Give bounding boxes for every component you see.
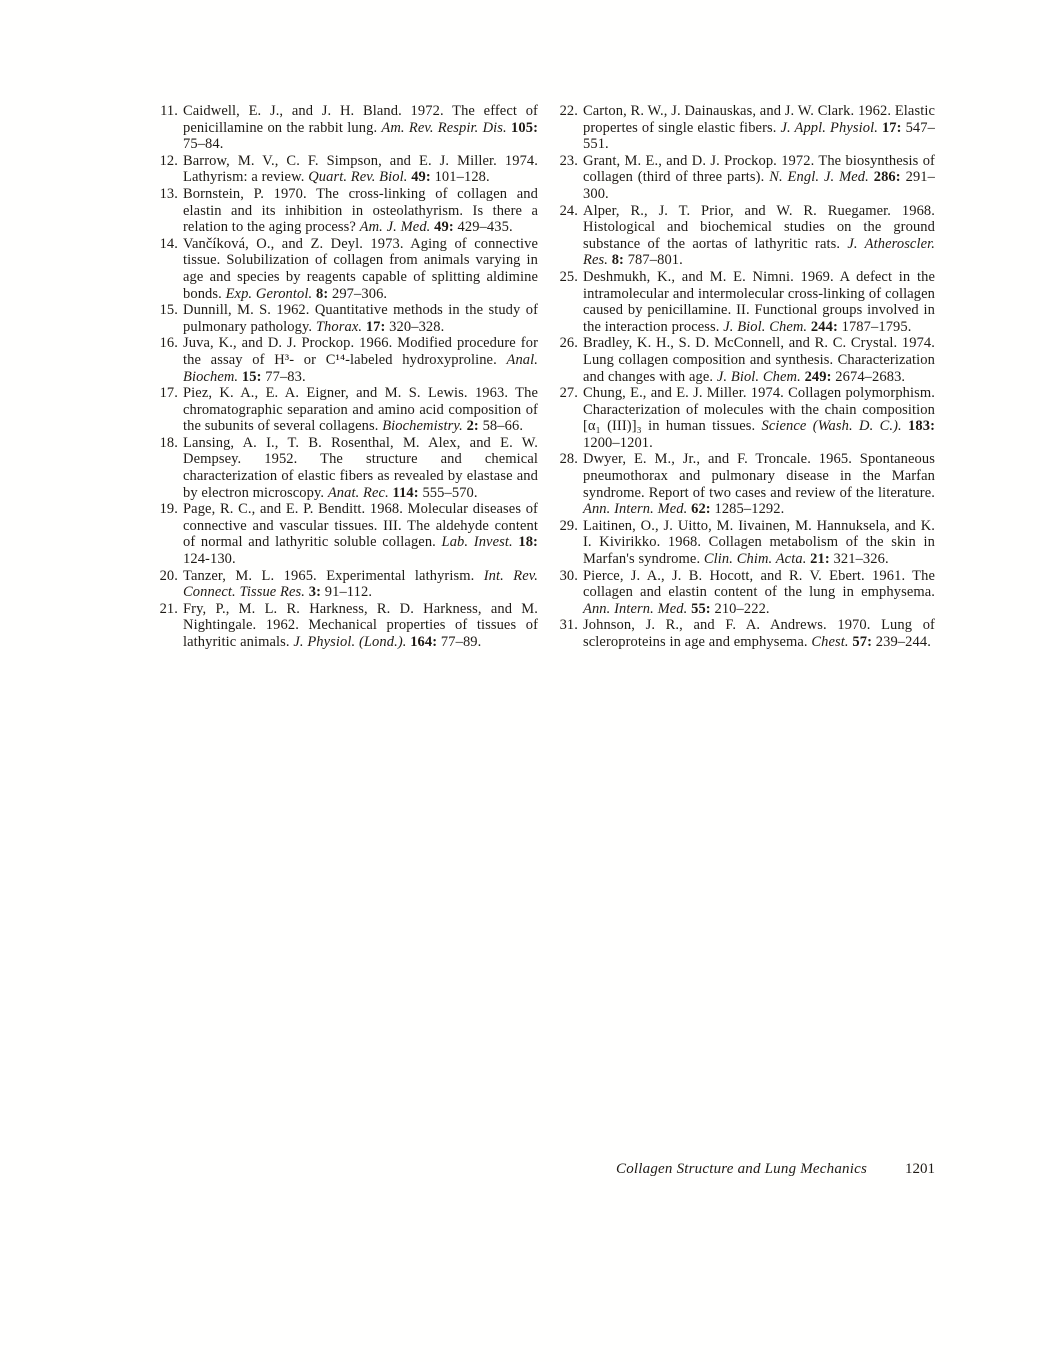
journal-name: Thorax. bbox=[315, 318, 366, 335]
reference-number: 22. bbox=[559, 103, 578, 119]
reference-text: Fry, P., M. L. R. Harkness, R. D. Harkness, and M. Nightingale. 1962. Mechanical properties of tissues of lathyritic animals. bbox=[183, 600, 538, 650]
journal-name: Chest. bbox=[811, 634, 853, 650]
journal-name: Science (Wash. D. C.). bbox=[761, 418, 909, 435]
reference-text: Lansing, A. I., T. B. Rosenthal, M. Alex, and E. W. Dempsey. 1952. The structure and chemical characterization of elastic fibers as revealed by elastase and by electron microscopy. bbox=[183, 434, 538, 501]
reference-entry bbox=[155, 103, 538, 153]
reference-number: 15. bbox=[159, 302, 178, 319]
journal-name: J. Appl. Physiol. bbox=[780, 119, 882, 136]
journal-name: Anal. Biochem. bbox=[183, 351, 538, 385]
reference-number: 23. bbox=[559, 152, 578, 169]
reference-entry bbox=[155, 236, 538, 302]
reference-text: Dunnill, M. S. 1962. Quantitative methods in the study of pulmonary pathology. bbox=[183, 302, 538, 335]
reference-text: 787–801. bbox=[623, 252, 683, 269]
page-number: 1201 bbox=[905, 1161, 935, 1177]
reference-text: 2674–2683. bbox=[831, 368, 906, 385]
reference-number: 11. bbox=[160, 103, 178, 119]
reference-text: Page, R. C., and E. P. Benditt. 1968. Molecular diseases of connective and vascular tissues. III. The aldehyde content of normal and lathyritic soluble collagen. bbox=[183, 501, 538, 551]
journal-name: Ann. Intern. Med. bbox=[583, 501, 692, 518]
reference-entry bbox=[155, 601, 538, 651]
reference-entry bbox=[555, 568, 935, 618]
reference-text: Pierce, J. A., J. B. Hocott, and R. V. Ebert. 1961. The collagen and elastin content of the lung in emphysema. bbox=[583, 567, 935, 601]
journal-name: J. Physiol. (Lond.). bbox=[293, 634, 411, 650]
reference-text: 547–551. bbox=[583, 119, 935, 153]
journal-name: Clin. Chim. Acta. bbox=[703, 551, 811, 568]
reference-entry bbox=[555, 153, 935, 203]
journal-name: Lab. Invest. bbox=[441, 534, 519, 551]
reference-entry bbox=[555, 269, 935, 335]
reference-text: Dwyer, E. M., Jr., and F. Troncale. 1965. Spontaneous pneumothorax and pulmonary disease in the Marfan syndrome. Report of two cases and review of the literature. bbox=[583, 451, 935, 501]
volume-number: 114: bbox=[392, 484, 419, 501]
references-column-left bbox=[155, 103, 538, 651]
reference-number: 17. bbox=[159, 385, 178, 402]
reference-text: 124-130. bbox=[183, 551, 236, 568]
reference-text: 239–244. bbox=[872, 634, 931, 650]
reference-text: 297–306. bbox=[328, 285, 388, 302]
reference-text: 58–66. bbox=[478, 418, 524, 435]
reference-entry bbox=[155, 385, 538, 435]
reference-entry bbox=[155, 186, 538, 236]
reference-number: 29. bbox=[559, 517, 578, 534]
reference-text: Bradley, K. H., S. D. McConnell, and R. C. Crystal. 1974. Lung collagen composition and synthesis. Characterization and changes with age. bbox=[583, 335, 935, 385]
volume-number: 8: bbox=[611, 252, 624, 269]
reference-text: 429–435. bbox=[453, 219, 513, 236]
reference-entry bbox=[555, 451, 935, 517]
reference-text: Tanzer, M. L. 1965. Experimental lathyrism. bbox=[183, 567, 484, 584]
reference-text: 1200–1201. bbox=[583, 434, 653, 451]
reference-text: 321–326. bbox=[829, 551, 889, 568]
volume-number: 17: bbox=[365, 318, 386, 335]
reference-text: Carton, R. W., J. Dainauskas, and J. W. Clark. 1962. Elastic propertes of single elastic fibers. bbox=[583, 103, 935, 136]
reference-number: 28. bbox=[559, 451, 578, 468]
reference-number: 27. bbox=[559, 385, 578, 402]
reference-entry bbox=[555, 103, 935, 153]
references-column-right bbox=[555, 103, 935, 651]
reference-number: 20. bbox=[159, 567, 178, 584]
journal-name: J. Biol. Chem. bbox=[723, 318, 811, 335]
volume-number: 49: bbox=[411, 169, 431, 186]
reference-text: Barrow, M. V., C. F. Simpson, and E. J. Miller. 1974. Lathyrism: a review. bbox=[183, 152, 538, 186]
journal-name: Am. Rev. Respir. Dis. bbox=[381, 119, 512, 136]
reference-number: 25. bbox=[559, 268, 578, 285]
reference-entry bbox=[155, 335, 538, 385]
volume-number: 286: bbox=[873, 169, 901, 186]
volume-number: 244: bbox=[810, 318, 838, 335]
volume-number: 183: bbox=[908, 418, 936, 435]
volume-number: 57: bbox=[852, 634, 873, 650]
reference-text: Laitinen, O., J. Uitto, M. Iivainen, M. Hannuksela, and K. I. Kivirikko. 1968. Collagen metabolism of the skin in Marfan's syndrome. bbox=[583, 517, 935, 568]
volume-number: 55: bbox=[691, 600, 711, 617]
reference-text: 101–128. bbox=[430, 169, 490, 186]
reference-text: 1787–1795. bbox=[837, 318, 912, 335]
reference-text: Chung, E., and E. J. Miller. 1974. Collagen polymorphism. Characterization of molecules with the chain composition [α₁ (III)]₃ in human tissues. bbox=[583, 385, 935, 435]
journal-name: Biochemistry. bbox=[382, 418, 467, 435]
reference-number: 16. bbox=[159, 335, 178, 352]
reference-entry bbox=[555, 385, 935, 451]
reference-text: 1285–1292. bbox=[710, 501, 785, 518]
reference-entry bbox=[155, 501, 538, 567]
reference-number: 14. bbox=[159, 235, 178, 252]
reference-text: 320–328. bbox=[385, 318, 445, 335]
reference-text: Johnson, J. R., and F. A. Andrews. 1970. Lung of scleroproteins in age and emphysema. bbox=[583, 617, 935, 650]
reference-number: 26. bbox=[559, 335, 578, 352]
reference-entry bbox=[155, 302, 538, 335]
journal-name: N. Engl. J. Med. bbox=[769, 169, 874, 186]
volume-number: 18: bbox=[518, 534, 538, 551]
reference-text: Alper, R., J. T. Prior, and W. R. Ruegamer. 1968. Histological and biochemical studies on the ground substance of the aortas of lathyritic rats. bbox=[583, 202, 935, 252]
reference-text: Caidwell, E. J., and J. H. Bland. 1972. The effect of penicillamine on the rabbit lung. bbox=[183, 103, 538, 136]
reference-entry bbox=[555, 518, 935, 568]
reference-text: 75–84. bbox=[183, 136, 224, 153]
journal-name: J. Biol. Chem. bbox=[716, 368, 805, 385]
volume-number: 249: bbox=[804, 368, 832, 385]
reference-number: 19. bbox=[159, 501, 178, 518]
reference-text: 210–222. bbox=[710, 600, 770, 617]
journal-name: J. Atheroscler. Res. bbox=[583, 235, 935, 269]
reference-text: 77–89. bbox=[437, 634, 482, 650]
page-footer bbox=[555, 1160, 935, 1178]
volume-number: 15: bbox=[241, 368, 262, 385]
reference-text: Deshmukh, K., and M. E. Nimni. 1969. A defect in the intramolecular and intermolecular cross-linking of collagen caused by penicillamine. II. Functional groups involved in the interaction process. bbox=[583, 268, 935, 335]
reference-number: 18. bbox=[159, 434, 178, 451]
reference-text: Bornstein, P. 1970. The cross-linking of collagen and elastin and its inhibition in osteolathyrism. Is there a relation to the aging process? bbox=[183, 185, 538, 236]
volume-number: 2: bbox=[466, 418, 479, 435]
journal-name: Int. Rev. Connect. Tissue Res. bbox=[183, 567, 538, 601]
reference-entry bbox=[155, 153, 538, 186]
reference-number: 30. bbox=[559, 567, 578, 584]
journal-name: Quart. Rev. Biol. bbox=[308, 169, 412, 186]
reference-text: Vančíková, O., and Z. Deyl. 1973. Aging of connective tissue. Solubilization of collagen from animals varying in age and species by reagents capable of splitting aldimine bonds. bbox=[183, 235, 538, 302]
journal-name: Anat. Rec. bbox=[327, 484, 393, 501]
reference-number: 21. bbox=[159, 600, 178, 617]
reference-entry bbox=[155, 568, 538, 601]
reference-entry bbox=[555, 617, 935, 650]
journal-name: Am. J. Med. bbox=[359, 219, 435, 236]
running-title: Collagen Structure and Lung Mechanics bbox=[616, 1161, 867, 1177]
volume-number: 8: bbox=[315, 285, 329, 302]
volume-number: 62: bbox=[691, 501, 711, 518]
reference-entry bbox=[555, 335, 935, 385]
volume-number: 164: bbox=[410, 634, 438, 650]
reference-text: Grant, M. E., and D. J. Prockop. 1972. The biosynthesis of collagen (third of three parts). bbox=[583, 152, 935, 186]
reference-number: 24. bbox=[559, 202, 578, 219]
reference-entry bbox=[155, 435, 538, 501]
volume-number: 17: bbox=[881, 119, 902, 136]
reference-number: 13. bbox=[159, 185, 178, 202]
reference-entry bbox=[555, 203, 935, 269]
reference-number: 31. bbox=[559, 617, 578, 634]
reference-text: Piez, K. A., E. A. Eigner, and M. S. Lewis. 1963. The chromatographic separation and amino acid composition of the subunits of several collagens. bbox=[183, 385, 538, 435]
reference-text: 77–83. bbox=[261, 368, 306, 385]
volume-number: 49: bbox=[434, 219, 454, 236]
volume-number: 21: bbox=[810, 551, 830, 568]
reference-text: 291–300. bbox=[583, 169, 935, 202]
volume-number: 105: bbox=[511, 119, 538, 136]
reference-text: 555–570. bbox=[418, 484, 478, 501]
journal-name: Exp. Gerontol. bbox=[225, 285, 316, 302]
volume-number: 3: bbox=[308, 584, 322, 601]
journal-name: Ann. Intern. Med. bbox=[583, 600, 692, 617]
reference-text: Juva, K., and D. J. Prockop. 1966. Modified procedure for the assay of H³- or C¹⁴-labeled hydroxyproline. bbox=[183, 335, 538, 368]
reference-number: 12. bbox=[159, 152, 178, 169]
reference-text: 91–112. bbox=[321, 584, 373, 601]
